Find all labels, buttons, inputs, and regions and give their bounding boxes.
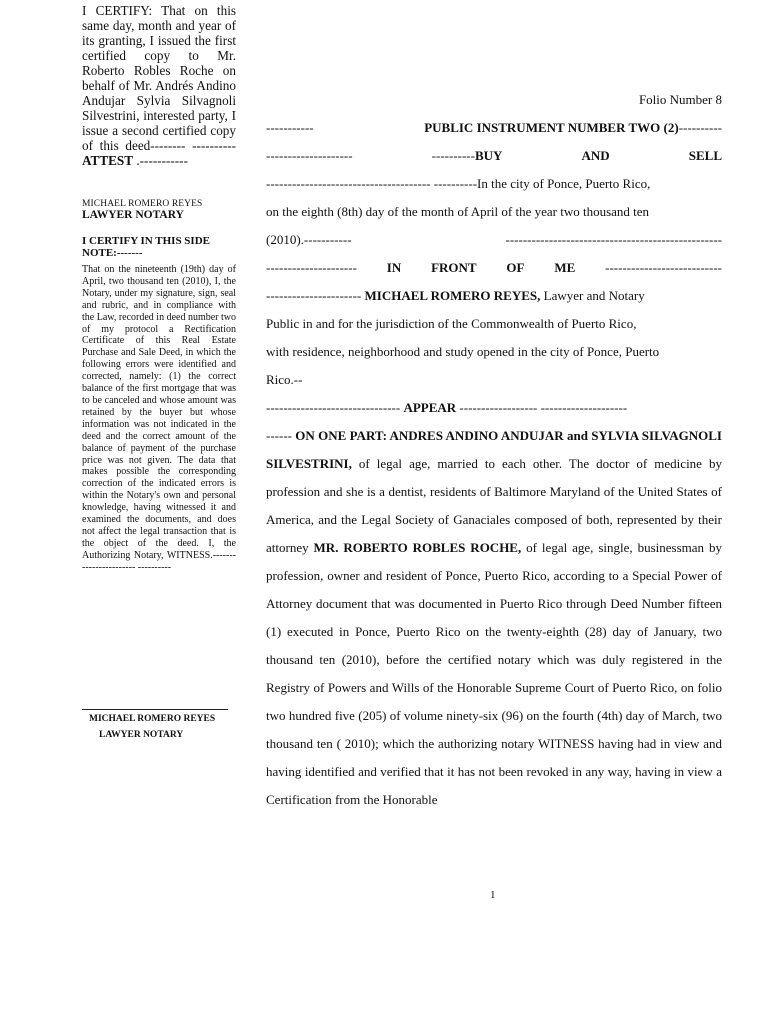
buy-and-sell-line [266,142,722,170]
dash: ---------- [431,148,475,163]
deed-body [266,114,722,814]
word-sell: SELL [688,148,722,163]
certify-note [82,3,236,168]
dash: -------------------- [266,148,353,163]
instrument-title: PUBLIC INSTRUMENT NUMBER TWO (2) [424,120,679,135]
notary-name: MICHAEL ROMERO REYES [82,199,203,209]
word-me: ME [554,260,576,275]
appear-line [266,394,722,422]
signature-title: LAWYER NOTARY [99,730,184,740]
word-front: FRONT [431,260,477,275]
attest-label: ATTEST [82,153,134,168]
notary-title: LAWYER NOTARY [82,209,184,221]
dash: ----------- [266,120,314,135]
appearing-parties-paragraph [266,422,722,814]
year-line [266,226,722,254]
dash: ---------------------- [266,288,362,303]
dash: ------------------------------- [266,400,401,415]
word-buy: BUY [474,148,503,163]
dash: ---------- [678,120,722,135]
dash: ------ [266,428,296,443]
appear-label: APPEAR [403,400,457,415]
signature-line [82,709,228,710]
year-text: (2010).----------- [266,232,352,247]
dash: --------------------------- [605,260,722,275]
jurisdiction-line: Public in and for the jurisdiction of the Commonwealth of Puerto Rico, [266,316,637,331]
word-and: AND [581,148,610,163]
signature-name: MICHAEL ROMERO REYES [89,714,216,724]
parties-text: of legal age, married to each other. The doctor of medicine by profession and she is a dentist, residents of Baltimore Maryland of the United States of America, and the Legal Society of Ganaciales composed of both, represented by their attorney [266,456,722,555]
in-front-of-me-line [266,254,722,282]
attest-tail: .----------- [133,153,188,168]
dash: ------------------ -------------------- [459,400,628,415]
attorney-text: of legal age, single, businessman by profession, owner and resident of Ponce, Puerto Rico, according to a Special Power of Attorney document that was documented in Puerto Rico through Deed Number fifteen (1) executed in Ponce, Puerto Rico on the twenty-eighth (28) day of January, two thousand ten (2010), before the certified notary which was duly registered in the Registry of Powers and Wills of the Honorable Supreme Court of Puerto Rico, on folio two hundred five (205) of volume ninety-six (96) on the fourth (4th) day of March, two thousand ten ( 2010); which the authorizing notary WITNESS having had in view and having identified and verified that it has not been revoked in any way, having in view a Certification from the Honorable [266,540,722,807]
attorney-name: MR. ROBERTO ROBLES ROCHE, [313,540,522,555]
city-line: -------------------------------------- ----------In the city of Ponce, Puerto Rico, [266,176,651,191]
page-number: 1 [490,889,496,901]
instrument-title-line [266,114,722,142]
side-note-heading: I CERTIFY IN THIS SIDE NOTE:------- [82,235,210,259]
word-of: OF [506,260,525,275]
word-in: IN [386,260,402,275]
notary-name-main: MICHAEL ROMERO REYES, [364,288,541,303]
rico-line: Rico.-- [266,372,303,387]
side-note-body: That on the nineteenth (19th) day of April, two thousand ten (2010), I, the Notary, under my signature, sign, seal and rubric, and in compliance with the Law, recorded in deed number two of my protocol a Rectification Certificate of this Real Estate Purchase and Sale Deed, in which the following errors were identified and corrected, namely: (1) the correct balance of the first mortgage that was to be canceled and whose amount was retained by the buyer but whose information was not indicated in the deed and the correct amount of the balance of payment of the purchase price was not given. The data that makes possible the corresponding correction of the indicated errors is within the Notary's own and personal knowledge, having witnessed it and examined the documents, and does not affect the legal transaction that is the object of the deed. I, the Authorizing Notary, WITNESS.----------------------- ---------- [82,264,237,573]
notary-role: Lawyer and Notary [540,288,645,303]
residence-line: with residence, neighborhood and study opened in the city of Ponce, Puerto [266,344,660,359]
certify-text: I CERTIFY: That on this same day, month and year of its granting, I issued the first certified copy to Mr. Roberto Robles Roche on behalf of Mr. Andrés Andino Andujar Sylvia Silvagnoli Silvestrini, interested party, I issue a second certified copy of this deed-------- ---------- [82,3,236,153]
dash: --------------------- [266,260,357,275]
folio-number: Folio Number 8 [638,92,722,107]
dash: -------------------------------------------------- [505,232,722,247]
parties-names: ON ONE PART: ANDRES ANDINO ANDUJAR and SYLVIA SILVAGNOLI SILVESTRINI, [266,428,722,471]
notary-line [266,282,722,310]
date-line: on the eighth (8th) day of the month of April of the year two thousand ten [266,204,650,219]
